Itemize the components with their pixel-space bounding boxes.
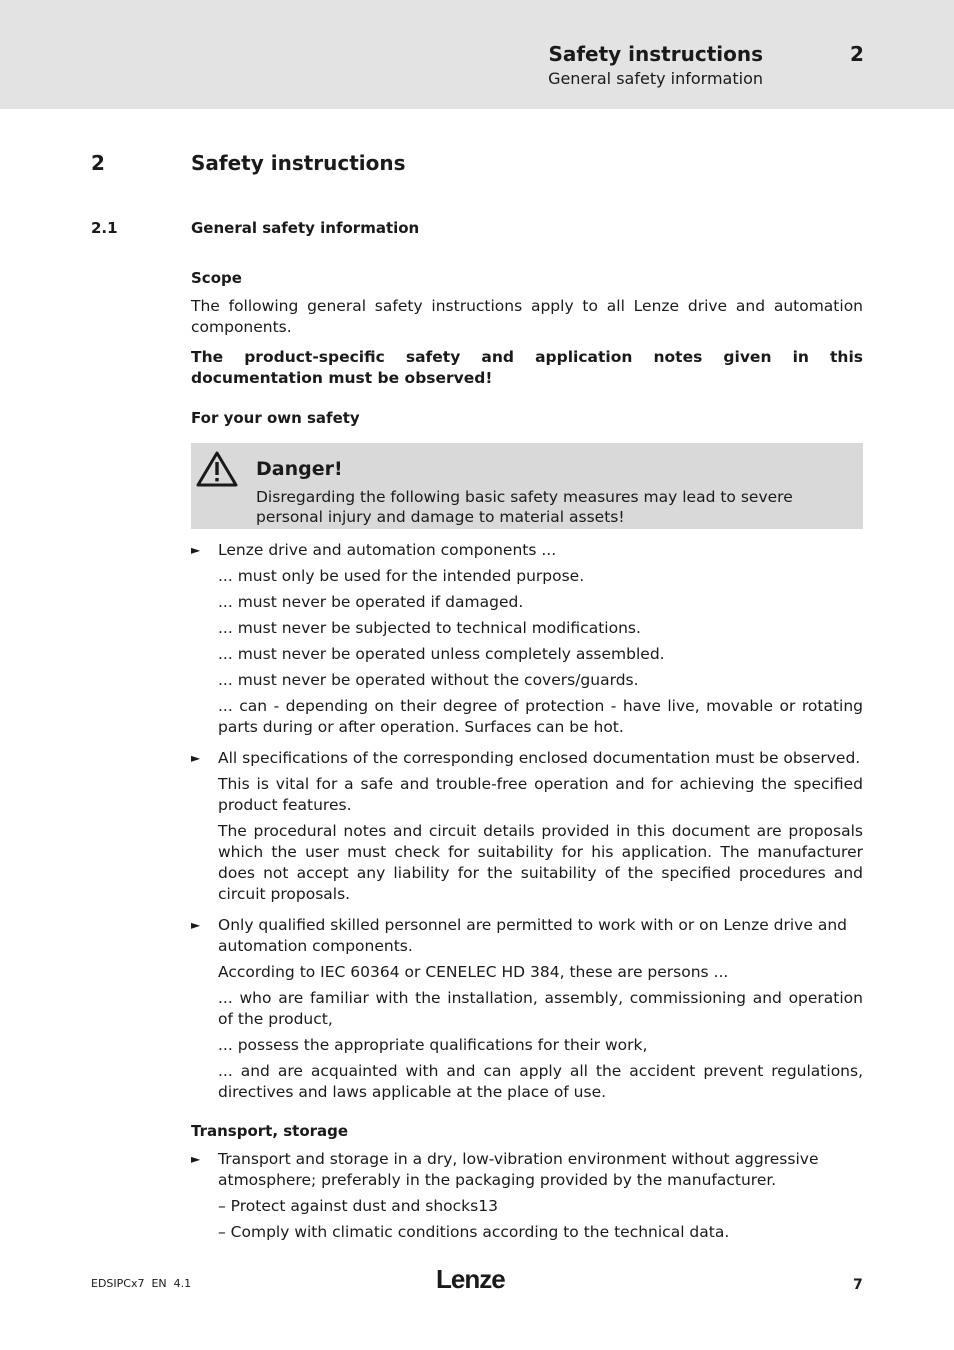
danger-box	[191, 443, 863, 529]
bullet-arrow-icon: ►	[191, 543, 201, 557]
bullet-line: The procedural notes and circuit details provided in this document are proposals which the user must check for suitability for his application. The manufacturer does not accept any liability for the suitability of the specified procedures and circuit proposals.	[218, 822, 863, 903]
header-title: Safety instructions	[548, 42, 763, 66]
bullet-line: This is vital for a safe and trouble-free operation and for achieving the specified product features.	[218, 775, 863, 814]
bullet-line: ... and are acquainted with and can apply all the accident prevent regulations, directives and laws applicable at the place of use.	[218, 1062, 863, 1101]
header-subtitle: General safety information	[548, 69, 763, 88]
lenze-logo: Lenze	[436, 1264, 505, 1294]
bullet-line: ... can - depending on their degree of protection - have live, movable or rotating parts during or after operation. Surfaces can be hot.	[218, 697, 863, 736]
chapter-number: 2	[91, 151, 105, 175]
bullet-lead: All specifications of the corresponding enclosed documentation must be observed.	[218, 749, 861, 767]
bullet-line: – Comply with climatic conditions according to the technical data.	[218, 1223, 730, 1241]
list-item	[191, 915, 863, 1103]
warning-triangle-icon	[195, 450, 239, 488]
bullet-lead: Transport and storage in a dry, low-vibration environment without aggressive atmosphere; preferably in the packaging provided by the manufacturer.	[218, 1150, 819, 1189]
list-item	[191, 748, 863, 905]
page-header	[0, 0, 954, 109]
danger-title: Danger!	[256, 458, 343, 480]
main-content	[191, 268, 863, 1243]
bullet-line: ... must never be subjected to technical modifications.	[218, 619, 641, 637]
bullet-lead: Only qualified skilled personnel are permitted to work with or on Lenze drive and automation components.	[218, 916, 847, 955]
bullet-line: – Protect against dust and shocks13	[218, 1197, 498, 1215]
bullet-arrow-icon: ►	[191, 1152, 201, 1166]
list-item	[191, 1149, 863, 1243]
bullet-lead: Lenze drive and automation components ...	[218, 541, 557, 559]
section-title: General safety information	[191, 219, 420, 237]
bullet-line: ... who are familiar with the installation, assembly, commissioning and operation of the product,	[218, 989, 863, 1028]
bullet-arrow-icon: ►	[191, 918, 201, 932]
document-code: EDSIPCx7 EN 4.1	[91, 1277, 192, 1290]
header-chapter-number: 2	[850, 42, 864, 66]
transport-heading: Transport, storage	[191, 1122, 349, 1140]
page-number: 7	[853, 1277, 863, 1293]
bullet-line: ... must only be used for the intended purpose.	[218, 567, 585, 585]
bullet-line: ... must never be operated if damaged.	[218, 593, 524, 611]
own-safety-heading: For your own safety	[191, 409, 360, 427]
scope-bold-note: The product-specific safety and application notes given in this documentation must be observed!	[191, 348, 863, 387]
scope-text: The following general safety instructions apply to all Lenze drive and automation components.	[191, 297, 863, 336]
danger-text: Disregarding the following basic safety measures may lead to severe personal injury and damage to material assets!	[256, 488, 793, 526]
bullet-line: ... must never be operated without the covers/guards.	[218, 671, 639, 689]
bullet-line: According to IEC 60364 or CENELEC HD 384, these are persons ...	[218, 963, 729, 981]
scope-heading: Scope	[191, 269, 242, 287]
section-number: 2.1	[91, 219, 118, 237]
bullet-line: ... must never be operated unless completely assembled.	[218, 645, 665, 663]
bullet-arrow-icon: ►	[191, 751, 201, 765]
bullet-line: ... possess the appropriate qualifications for their work,	[218, 1036, 648, 1054]
list-item	[191, 540, 863, 738]
chapter-title: Safety instructions	[191, 151, 406, 175]
